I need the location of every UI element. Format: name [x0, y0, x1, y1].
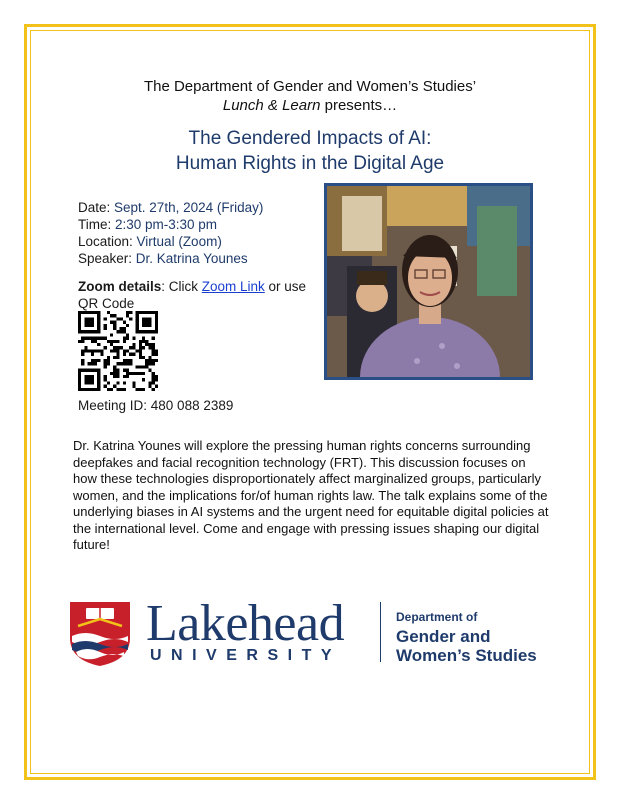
zoom-text-2: or use QR Code — [78, 279, 307, 311]
date-value: Sept. 27th, 2024 (Friday) — [114, 200, 264, 215]
lakehead-crest-icon — [70, 602, 130, 666]
time-label: Time: — [78, 217, 115, 232]
speaker-value: Dr. Katrina Younes — [135, 251, 248, 266]
location-row — [78, 233, 222, 250]
dept-line-2: Gender and — [396, 627, 491, 646]
event-title-line2: Human Rights in the Digital Age — [175, 153, 445, 174]
time-row — [78, 216, 217, 233]
speaker-photo-illustration — [327, 186, 530, 377]
speaker-label: Speaker: — [78, 251, 136, 266]
qr-code-icon[interactable] — [78, 311, 158, 391]
time-value: 2:30 pm-3:30 pm — [115, 217, 218, 232]
date-row — [78, 199, 263, 216]
logo-divider — [380, 602, 381, 662]
event-title-line1: The Gendered Impacts of AI: — [188, 128, 432, 149]
university-wordmark: UNIVERSITY — [150, 647, 342, 664]
speaker-row — [78, 250, 248, 267]
lakehead-wordmark: Lakehead — [146, 595, 345, 652]
location-label: Location: — [78, 234, 137, 249]
zoom-label: Zoom details — [78, 279, 162, 294]
intro-series — [0, 96, 620, 115]
date-label: Date: — [78, 200, 115, 215]
intro-line: The Department of Gender and Women’s Studies’ — [143, 78, 477, 95]
zoom-link[interactable]: Zoom Link — [201, 279, 265, 294]
location-value: Virtual (Zoom) — [136, 234, 222, 249]
series-name: Lunch & Learn — [222, 97, 321, 114]
dept-line-1: Department of — [396, 610, 478, 624]
presents-text: presents… — [320, 97, 398, 114]
zoom-details — [78, 278, 308, 312]
event-description: Dr. Katrina Younes will explore the pressing human rights concerns surrounding deepfakes and facial recognition technology (FRT). This discussion focuses on how these technologies disproportionately affect marginalized groups, particularly women, and the implications for/of human rights law. The talk explains some of the underlying biases in AI systems and the urgent need for equitable digital policies at the international level. Come and engage with pressing issues shaping our digital future! — [73, 438, 549, 552]
dept-line-3: Women’s Studies — [396, 646, 537, 665]
meeting-id: Meeting ID: 480 088 2389 — [78, 398, 234, 413]
speaker-photo — [324, 183, 533, 380]
zoom-text-1: : Click — [161, 279, 202, 294]
